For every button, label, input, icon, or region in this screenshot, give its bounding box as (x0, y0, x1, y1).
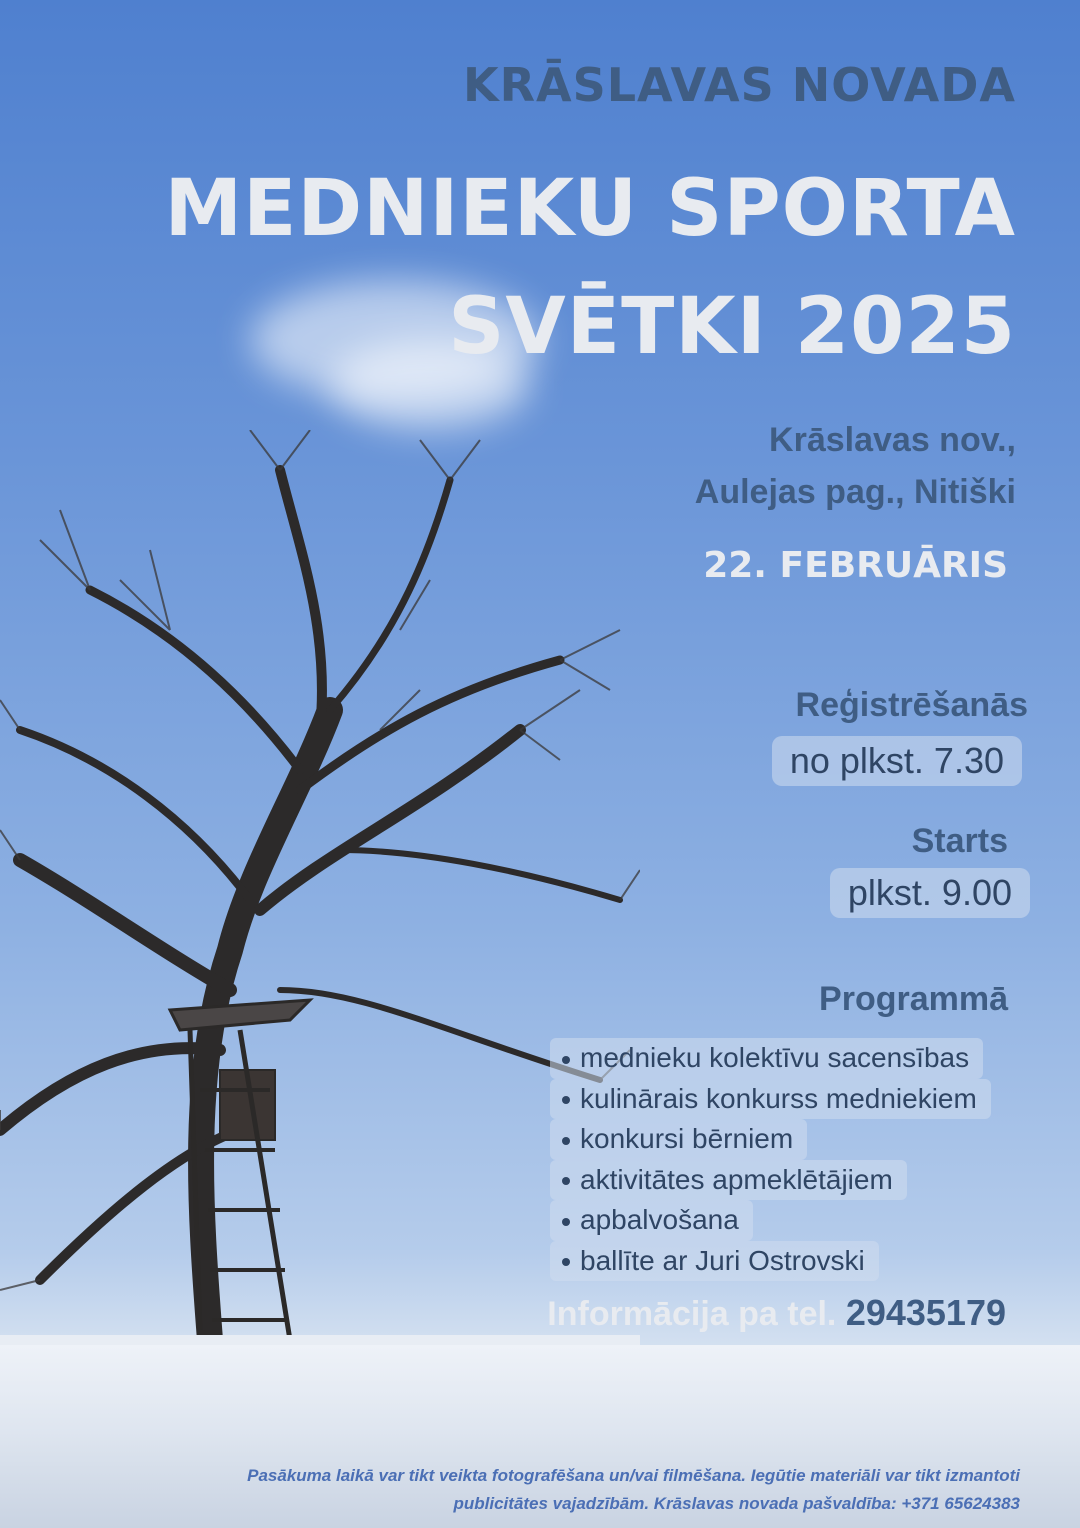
region-heading: KRĀSLAVAS NOVADA (462, 58, 1016, 112)
title-line-2: SVĒTKI 2025 (448, 282, 1016, 372)
list-item: kulinārais konkurss medniekiem (550, 1079, 991, 1120)
bullet-icon (562, 1137, 570, 1145)
contact-info (547, 1292, 1006, 1334)
bullet-icon (562, 1258, 570, 1266)
program-label: Programmā (819, 980, 1008, 1018)
contact-label: Informācija pa tel. (547, 1295, 837, 1333)
footer-disclaimer (20, 1462, 1020, 1518)
list-item: apbalvošana (550, 1200, 991, 1241)
list-item: ballīte ar Juri Ostrovski (550, 1241, 991, 1282)
bullet-icon (562, 1177, 570, 1185)
start-label: Starts (911, 822, 1008, 860)
tree-with-hunting-stand-illustration (0, 430, 640, 1360)
contact-phone: 29435179 (845, 1292, 1006, 1333)
title-line-1: MEDNIEKU SPORTA (164, 164, 1016, 254)
location-line-1: Krāslavas nov., (769, 421, 1016, 459)
footer-line-2: publicitātes vajadzībām. Krāslavas novada pašvaldība: +371 65624383 (453, 1494, 1020, 1513)
location-line-2: Aulejas pag., Nitiški (694, 473, 1016, 511)
event-location (695, 414, 1016, 518)
program-list (550, 1038, 991, 1281)
event-title (164, 150, 1016, 386)
footer-line-1: Pasākuma laikā var tikt veikta fotografēšana un/vai filmēšana. Iegūtie materiāli var tikt izmantoti (247, 1466, 1020, 1485)
bullet-icon (562, 1096, 570, 1104)
start-time: plkst. 9.00 (830, 868, 1030, 918)
registration-label: Reģistrēšanās (795, 686, 1028, 724)
bullet-icon (562, 1056, 570, 1064)
list-item: mednieku kolektīvu sacensības (550, 1038, 991, 1079)
list-item: aktivitātes apmeklētājiem (550, 1160, 991, 1201)
list-item: konkursi bērniem (550, 1119, 991, 1160)
bullet-icon (562, 1218, 570, 1226)
registration-time: no plkst. 7.30 (772, 736, 1022, 786)
event-date: 22. FEBRUĀRIS (703, 545, 1008, 586)
